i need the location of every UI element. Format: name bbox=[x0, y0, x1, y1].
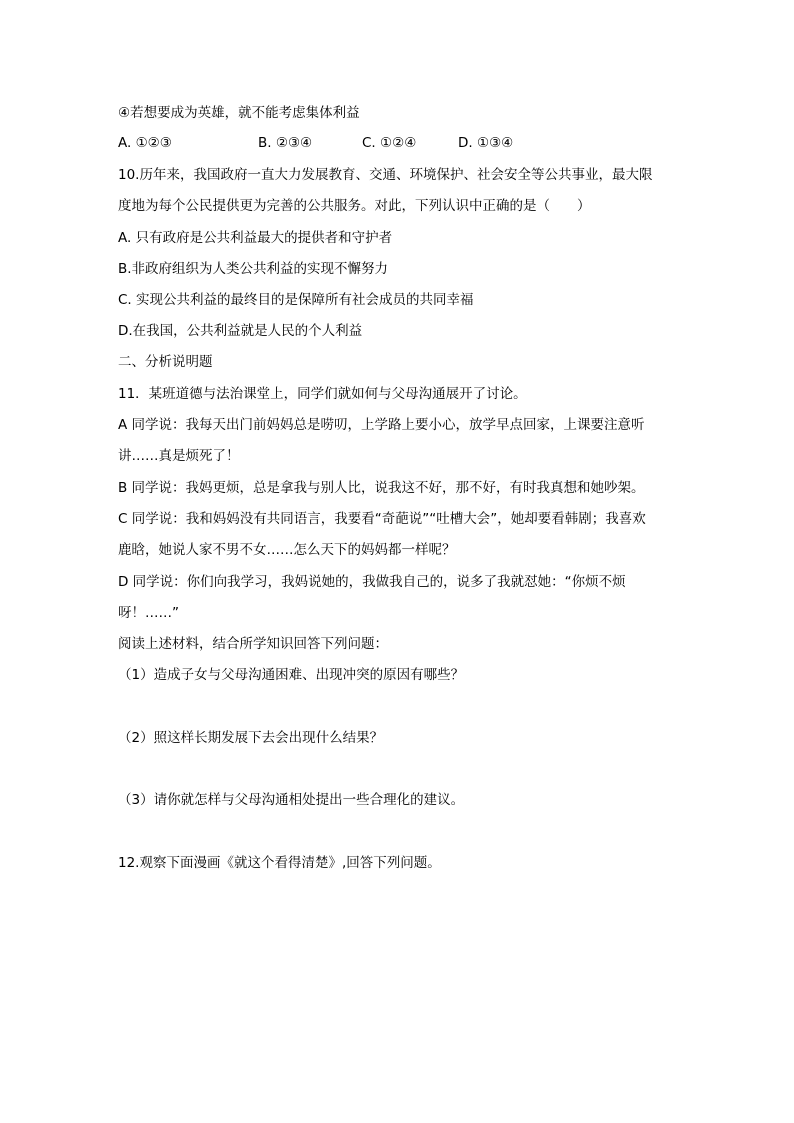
q11-prompt: 阅读上述材料，结合所学知识回答下列问题： bbox=[118, 636, 388, 652]
q10-option-a: A. 只有政府是公共利益最大的提供者和守护者 bbox=[118, 230, 393, 246]
q11-sub-question-1: （1）造成子女与父母沟通困难、出现冲突的原因有哪些？ bbox=[118, 667, 465, 683]
q11-intro: 11．某班道德与法治课堂上，同学们就如何与父母沟通展开了讨论。 bbox=[118, 386, 527, 402]
q11-student-d-line-2: 呀！……” bbox=[118, 605, 179, 621]
q11-student-b-line-1: B 同学说：我妈更烦，总是拿我与别人比，说我这不好，那不好，有时我真想和她吵架。 bbox=[118, 480, 645, 496]
q10-stem-line-2: 度地为每个公民提供更为完善的公共服务。对此，下列认识中正确的是（ ） bbox=[118, 198, 591, 214]
q10-option-c: C. 实现公共利益的最终目的是保障所有社会成员的共同幸福 bbox=[118, 292, 474, 308]
q11-student-a-line-2: 讲……真是烦死了！ bbox=[118, 448, 240, 464]
q10-option-b: B.非政府组织为人类公共利益的实现不懈努力 bbox=[118, 261, 389, 277]
q10-stem-line-1: 10.历年来，我国政府一直大力发展教育、交通、环境保护、社会安全等公共事业，最大限 bbox=[118, 167, 653, 183]
q11-sub-question-2: （2）照这样长期发展下去会出现什么结果？ bbox=[118, 730, 384, 746]
q11-student-c-line-2: 鹿晗，她说人家不男不女……怎么天下的妈妈都一样呢？ bbox=[118, 542, 456, 558]
q9-statement-4: ④若想要成为英雄，就不能考虑集体利益 bbox=[118, 105, 360, 121]
q9-option-b: B. ②③④ bbox=[258, 135, 313, 151]
q9-option-c: C. ①②④ bbox=[362, 135, 417, 151]
q11-sub-question-3: （3）请你就怎样与父母沟通相处提出一些合理化的建议。 bbox=[118, 792, 465, 808]
q9-option-d: D. ①③④ bbox=[458, 135, 514, 151]
q11-student-a-line-1: A 同学说：我每天出门前妈妈总是唠叨，上学路上要小心，放学早点回家，上课要注意听 bbox=[118, 417, 645, 433]
q9-option-a: A. ①②③ bbox=[118, 135, 172, 151]
q11-student-c-line-1: C 同学说：我和妈妈没有共同语言，我要看“奇葩说”“吐槽大会”，她却要看韩剧；我喜欢 bbox=[118, 511, 646, 527]
q9-options bbox=[118, 134, 513, 152]
section-heading: 二、分析说明题 bbox=[118, 354, 213, 370]
q10-option-d: D.在我国，公共利益就是人民的个人利益 bbox=[118, 323, 363, 339]
q11-student-d-line-1: D 同学说：你们向我学习，我妈说她的，我做我自己的，说多了我就怼她：“你烦不烦 bbox=[118, 574, 626, 590]
q12-stem: 12.观察下面漫画《就这个看得清楚》,回答下列问题。 bbox=[118, 855, 441, 871]
